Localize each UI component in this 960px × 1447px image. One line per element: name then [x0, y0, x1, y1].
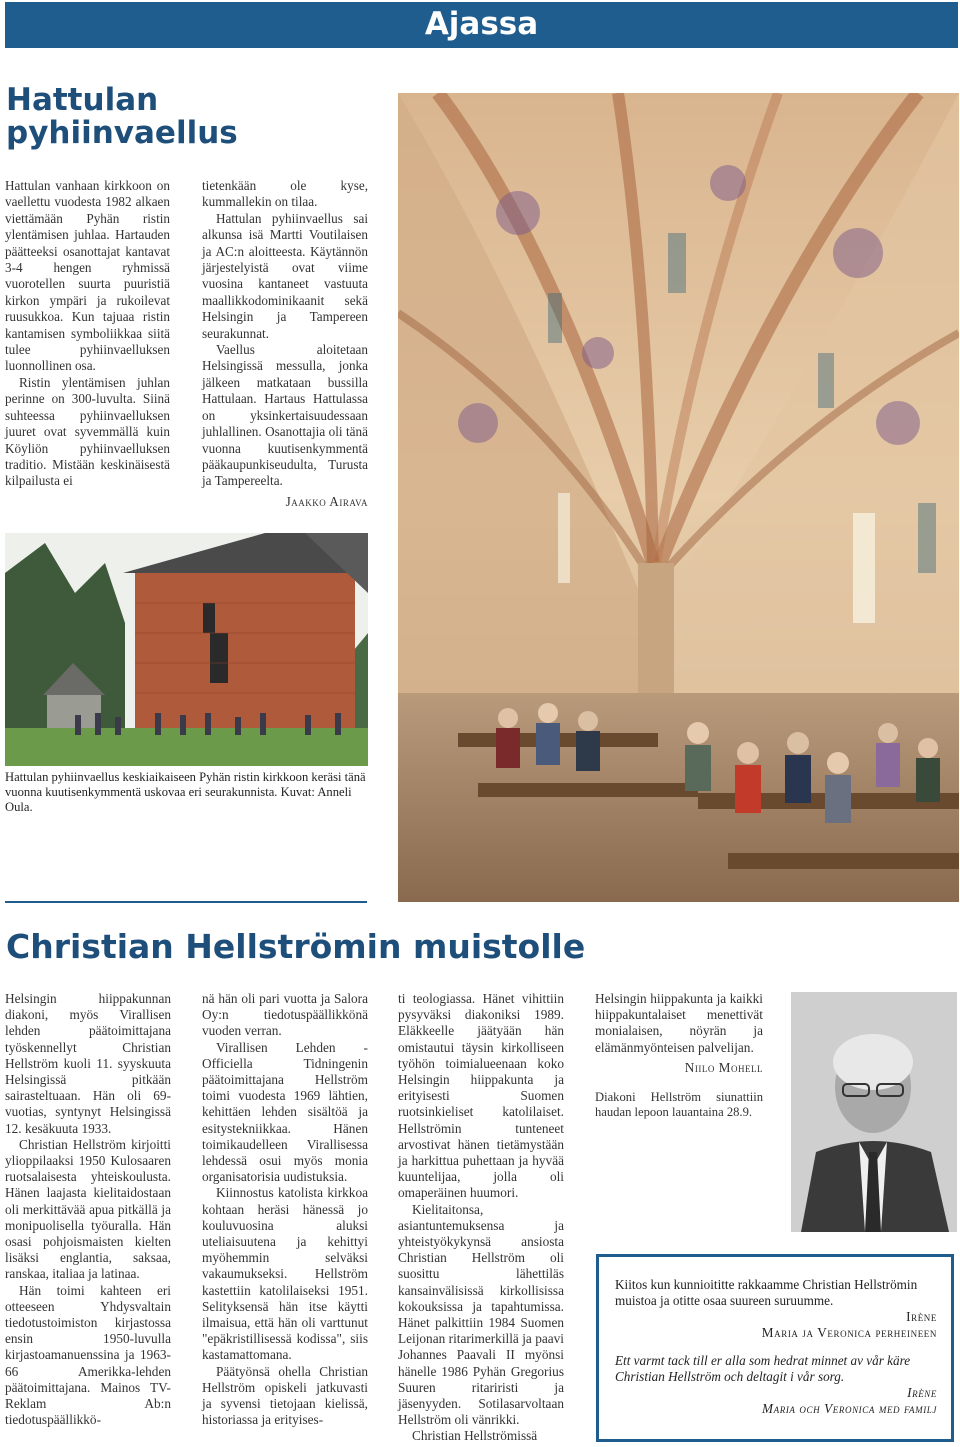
- notice-signature-family: Maria ja Veronica perheineen: [761, 1325, 937, 1340]
- article2-column-3: [398, 991, 564, 1445]
- article1-column-1: [5, 178, 170, 490]
- paragraph: ti teologiassa. Hänet vihittiin pysyväksi diakoniksi 1989. Eläkkeelle jäätyään hän omistautui täysin kirkolliseen työhön toimialueenaan koko Helsingin hiippakunta ja erityisesti Suomen ruotsinkieliset katolilaiset. Hellströmin tunteneet arvostivat hänen tietämystään ja harkittua puhettaan ja hyvää kuuntelijaa, jolla oli omaperäinen huumori.: [398, 991, 564, 1201]
- photo-caption: Hattulan pyhiinvaellus keskiaikaiseen Pyhän ristin kirkkoon keräsi tänä vuonna kuutisenkymmentä uskovaa eri seurakunnista. Kuvat: Anneli Oula.: [5, 770, 366, 814]
- article1-column-2: [202, 178, 368, 510]
- thank-you-notice: [596, 1254, 954, 1442]
- article-headline: Hattulan pyhiinvaellus: [6, 82, 238, 151]
- paragraph: Kiinnostus katolista kirkkoa kohtaan heräsi hänessä jo kouluvuosina aluksi uteliaisuutena ja kehittyi myöhemmin selväksi vakaumukseksi. Hellström kastettiin katolilaiseksi 1951. Selityksensä hän itse käytti ilmaisua, että hän oli varttunut "epäkristillisessä kodissa", siis kastamattomana.: [202, 1185, 368, 1363]
- paragraph: Ristin ylentämisen juhlan perinne on 300-luvulta. Siinä suhteessa pyhiinvaelluksen juuret ovat syvemmällä kuin Köyliön pyhiinvaelluksen traditio. Mistään keskinäisestä kilpailusta ei: [5, 374, 170, 489]
- section-divider: [5, 901, 367, 903]
- author-signature: Niilo Mohell: [684, 1059, 763, 1075]
- portrait-photo: [791, 992, 957, 1232]
- notice-signature-name-sv: Irène: [907, 1385, 937, 1400]
- paragraph: Helsingin hiippakunta ja kaikki hiippakuntalaiset menettivät monialaisen, nöyrän ja elämänmyönteisen palvelijan.: [595, 991, 763, 1055]
- paragraph: Hattulan pyhiinvaellus sai alkunsa isä Martti Voutilaisen ja AC:n aloitteesta. Käytännön järjestelyistä ovat viime vuosina kantaneet vastuuta maallikkodominikaanit sekä Helsingin ja Tampereen seurakunnat.: [202, 210, 368, 341]
- paragraph: Kielitaitonsa, asiantuntemuksensa ja yhteistyökykynsä ansiosta Christian Hellström oli suosittu lähettiläs kansainvälisissä kirkollisissa kokouksissa ja tapahtumissa. Hänet palkittiin 1984 Suomen Leijonan ritarimerkillä ja paavi Johannes Paavali II myönsi hänelle 1986 Pyhän Gregorius Suuren ritariristi ja jäsenyyden. Sotilasarvoltaan Hellström oli vänrikki.: [398, 1201, 564, 1428]
- author-signature: Jaakko Airava: [285, 493, 368, 509]
- article2-column-2: [202, 991, 368, 1428]
- paragraph: Christian Hellströmissä: [412, 1428, 538, 1444]
- article2-column-4: [595, 991, 763, 1119]
- notice-signature-family-sv: Maria och Veronica med familj: [762, 1401, 937, 1416]
- paragraph: Päätyönsä ohella Christian Hellström opiskeli jatkuvasti ja syvensi tietojaan kielissä, historiassa ja erityises-: [202, 1363, 368, 1428]
- obituary-headline: Christian Hellströmin muistolle: [6, 927, 586, 966]
- section-title: Ajassa: [424, 6, 539, 42]
- paragraph: nä hän oli pari vuotta ja Salora Oy:n tiedotuspäällikkönä vuoden verran.: [202, 991, 368, 1039]
- paragraph: Christian Hellström kirjoitti ylioppilaaksi 1950 Kulosaaren ruotsalaisesta yhteiskoulusta. Hänen laajasta kielitaidostaan oli merkittävää apua pitkällä ja monipuolisella työuralla. Hän osasi pohjoismaisten kielten lisäksi englantia, saksaa, ranskaa, italiaa ja latinaa.: [5, 1136, 171, 1282]
- church-interior-photo: [398, 93, 959, 902]
- paragraph: Hän toimi kahteen eri otteeseen Yhdysvaltain tiedotustoimiston kirjastossa ensin 1950-luvulla kirjastoamanuenssina ja 1963-66 Amerikka-lehden päätoimittajana. Mainos TV-Reklam Ab:n tiedotuspäällikkö-: [5, 1282, 171, 1428]
- notice-text-finnish: Kiitos kun kunnioititte rakkaamme Christian Hellströmin muistoa ja otitte osaa suureen suruumme.: [615, 1277, 918, 1308]
- church-exterior-photo: [5, 533, 368, 766]
- notice-text-swedish: Ett varmt tack till er alla som hedrat minnet av vår käre Christian Hellström och deltagit i vår sorg.: [615, 1353, 911, 1384]
- paragraph: Vaellus aloitetaan Helsingissä messulla, jonka jälkeen matkataan bussilla Hattulaan. Hartaus Hattulassa on yksinkertaisuudessaan juhlallinen. Osanottajia oli tänä vuonna kuutisenkymmentä pääkaupunkiseudulta, Turusta ja Tampereelta.: [202, 342, 368, 489]
- paragraph: Hattulan vanhaan kirkkoon on vaellettu vuodesta 1982 alkaen viettämään Pyhän ristin ylentämisen juhlaa. Hartauden päätteeksi osanottajat kantavat 3-4 hengen ryhmissä vuorotellen suurta puuristiä kirkon ympäri ja rukoilevat ruusukkoa. Kun tajuaa ristin kantamisen symboliikkaa siitä tulee pyhiinvaelluksen luonnollinen osa.: [5, 178, 170, 374]
- paragraph: tietenkään ole kyse, kummallekin on tilaa.: [202, 178, 368, 210]
- photo-caption: Diakoni Hellström siunattiin haudan lepoon lauantaina 28.9.: [595, 1090, 763, 1119]
- article2-column-1: [5, 991, 171, 1428]
- paragraph: Virallisen Lehden - Officiella Tidningenin päätoimittajana Hellström toimi vuodesta 1969 lähtien, kehittäen lehden sisältöä ja esitystekniikkaa. Hänen toimikaudelleen Virallisessa lehdessä osui myös monia organisatorisia uudistuksia.: [202, 1039, 368, 1185]
- notice-signature-name: Irène: [906, 1309, 937, 1324]
- paragraph: Helsingin hiippakunnan diakoni, myös Virallisen lehden päätoimittajana työskennellyt Christian Hellström kuoli 11. syyskuuta Helsingissä pitkään sairasteltuaan. Hän oli 69-vuotias, syntynyt Helsingissä 12. kesäkuuta 1933.: [5, 991, 171, 1136]
- section-banner: [5, 2, 958, 48]
